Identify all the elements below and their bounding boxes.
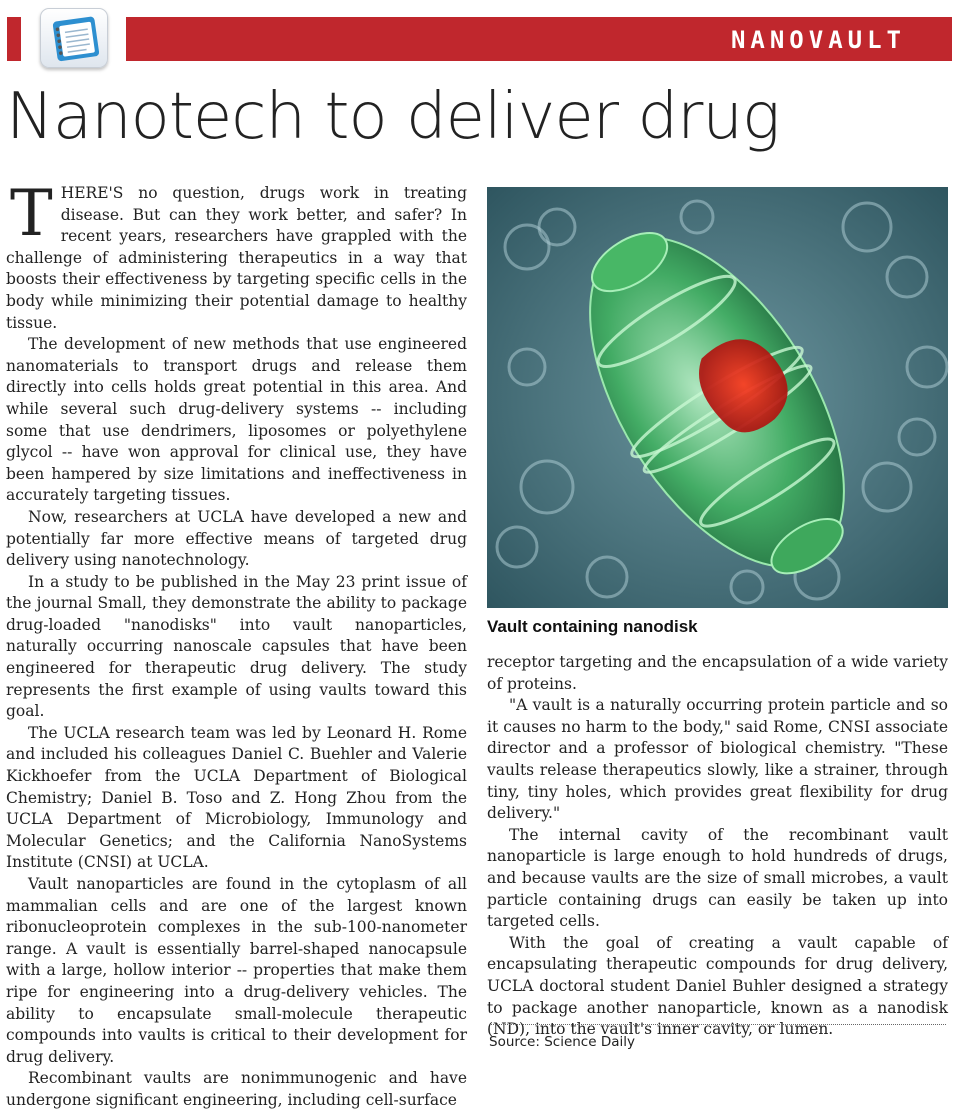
source-divider	[489, 1024, 946, 1025]
article-paragraph: THERE'S no question, drugs work in treating disease. But can they work better, and safer? In recent years, researchers have grappled with the challenge of administering therapeutics in a way that boosts their effectiveness by targeting specific cells in the body while minimizing their potential damage to healthy tissue.	[6, 177, 467, 332]
section-label: NANOVAULT	[730, 26, 906, 54]
article-paragraph: Now, researchers at UCLA have developed a new and potentially far more effective means of targeted drug delivery using nanotechnology.	[6, 507, 467, 570]
article-paragraph: The UCLA research team was led by Leonard H. Rome and included his colleagues Daniel C. Buehler and Valerie Kickhoefer from the UCLA Department of Biological Chemistry; Daniel B. Toso and Z. Hong Zhou from the UCLA Department of Microbiology, Immunology and Molecular Genetics; and the California NanoSystems Institute (CNSI) at UCLA.	[6, 723, 467, 872]
headline: Nanotech to deliver drug	[6, 80, 780, 154]
article-paragraph: Vault nanoparticles are found in the cytoplasm of all mammalian cells and are one of the largest known ribonucleoprotein complexes in the sub-100-nanometer range. A vault is essentially barrel-shaped nanocapsule with a large, hollow interior -- properties that make them ripe for engineering into a drug-delivery vehicles. The ability to encapsulate small-molecule therapeutic compounds into vaults is critical to their development for drug delivery.	[6, 875, 467, 1066]
section-banner	[126, 17, 952, 61]
photo-caption: Vault containing nanodisk	[487, 617, 698, 636]
article-column-right	[487, 652, 948, 1041]
vault-photo	[487, 187, 948, 608]
source-credit: Source: Science Daily	[489, 1034, 635, 1050]
drop-cap: T	[10, 177, 53, 251]
article-paragraph: receptor targeting and the encapsulation of a wide variety of proteins.	[487, 653, 948, 693]
notebook-icon	[40, 8, 108, 68]
article-paragraph: The internal cavity of the recombinant vault nanoparticle is large enough to hold hundreds of drugs, and because vaults are the size of small microbes, a vault particle containing drugs can easily be taken up into targeted cells.	[487, 825, 948, 931]
article-paragraph: With the goal of creating a vault capable of encapsulating therapeutic compounds for drug delivery, UCLA doctoral student Daniel Buhler designed a strategy to package another nanoparticle, known as a nanodisk (ND), into the vault's inner cavity, or lumen.	[487, 933, 948, 1039]
article-column-left	[6, 177, 467, 1112]
article-paragraph: Recombinant vaults are nonimmunogenic and have undergone significant engineering, including cell-surface	[6, 1069, 467, 1109]
banner-left-block	[7, 17, 21, 61]
article-paragraph: The development of new methods that use engineered nanomaterials to transport drugs and release them directly into cells holds great potential in this area. And while several such drug-delivery systems -- including some that use dendrimers, liposomes or polyethylene glycol -- have won approval for clinical use, they have been hampered by size limitations and ineffectiveness in accurately targeting tissues.	[6, 335, 467, 505]
article-paragraph: In a study to be published in the May 23 print issue of the journal Small, they demonstrate the ability to package drug-loaded "nanodisks" into vault nanoparticles, naturally occurring nanoscale capsules that have been engineered for therapeutic drug delivery. The study represents the first example of using vaults toward this goal.	[6, 572, 467, 721]
article-paragraph: "A vault is a naturally occurring protein particle and so it causes no harm to the body," said Rome, CNSI associate director and a professor of biological chemistry. "These vaults release therapeutics slowly, like a strainer, through tiny, tiny holes, which provides great flexibility for drug delivery."	[487, 696, 948, 823]
